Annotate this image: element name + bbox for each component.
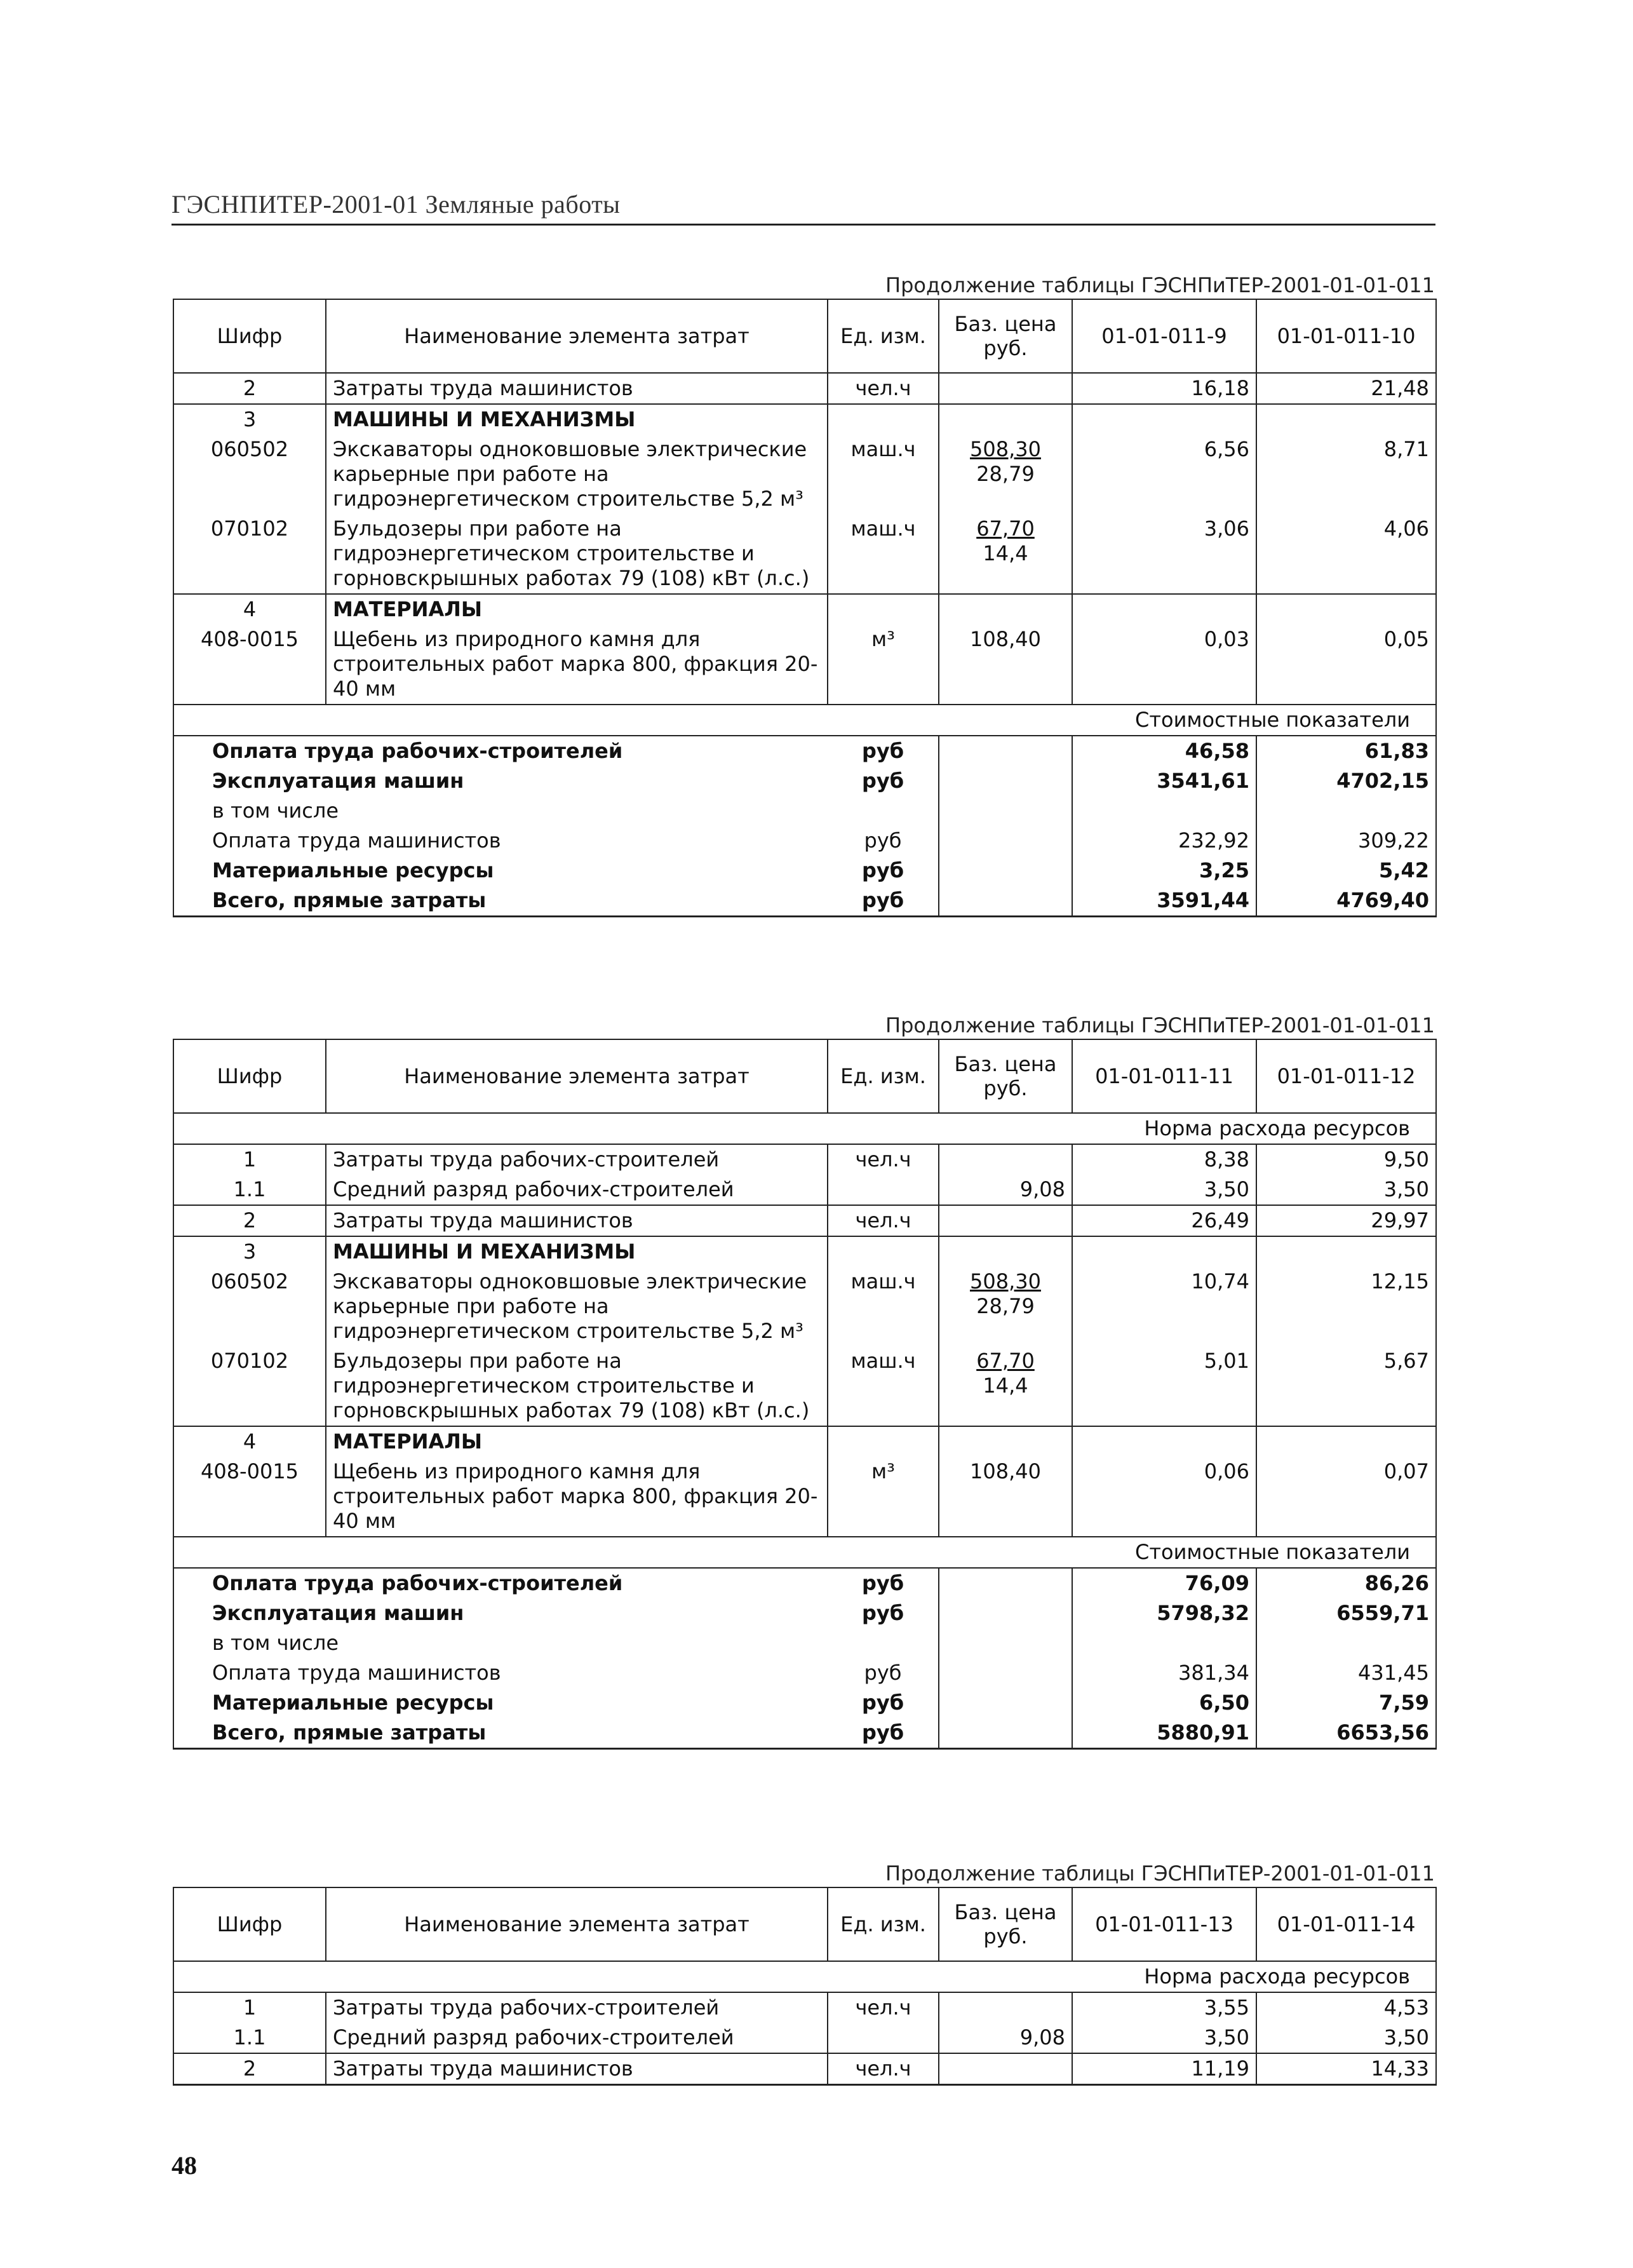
- row-value-b: 3,50: [1256, 2023, 1436, 2053]
- cost-label: в том числе: [173, 796, 828, 826]
- row-name: Экскаваторы одноковшовые электрические карьерные при работе на гидроэнергетическом строительстве 5,2 м³: [326, 1267, 828, 1346]
- row-value-a: 5,01: [1072, 1346, 1256, 1426]
- row-unit: м³: [828, 1457, 939, 1537]
- row-price: [939, 435, 1072, 514]
- row-unit: чел.ч: [828, 373, 939, 404]
- row-code: 4: [173, 594, 326, 624]
- row-unit: чел.ч: [828, 1144, 939, 1175]
- row-value-a: 8,38: [1072, 1144, 1256, 1175]
- cost-row: [173, 1628, 1436, 1658]
- col-header-name: Наименование элемента затрат: [326, 299, 828, 373]
- col-header-a: 01-01-011-13: [1072, 1887, 1256, 1961]
- cost-value-b: 61,83: [1256, 736, 1436, 766]
- row-name: Затраты труда машинистов: [326, 373, 828, 404]
- cost-value-a: 5880,91: [1072, 1718, 1256, 1749]
- row-value-a: 3,55: [1072, 1992, 1256, 2023]
- row-value-b: 29,97: [1256, 1205, 1436, 1236]
- cost-value-b: 431,45: [1256, 1658, 1436, 1688]
- row-price: [939, 1267, 1072, 1346]
- cost-label: Материальные ресурсы: [173, 1688, 828, 1718]
- col-header-price: Баз. цена руб.: [939, 299, 1072, 373]
- price-bottom: 14,4: [983, 541, 1028, 565]
- row-unit: маш.ч: [828, 1346, 939, 1426]
- cost-unit: руб: [828, 1688, 939, 1718]
- row-code: 060502: [173, 1267, 326, 1346]
- resource-table-3: [173, 1887, 1437, 2086]
- cost-label: Всего, прямые затраты: [173, 886, 828, 917]
- row-unit: маш.ч: [828, 1267, 939, 1346]
- col-header-b: 01-01-011-10: [1256, 299, 1436, 373]
- cost-label: Оплата труда рабочих-строителей: [173, 1568, 828, 1598]
- cost-value-a: 76,09: [1072, 1568, 1256, 1598]
- row-code: 2: [173, 373, 326, 404]
- row-name: Средний разряд рабочих-строителей: [326, 1175, 828, 1205]
- row-name: Затраты труда машинистов: [326, 1205, 828, 1236]
- row-value-a: 3,50: [1072, 2023, 1256, 2053]
- table-header-row: [173, 1039, 1436, 1113]
- row-price: 108,40: [939, 1457, 1072, 1537]
- cost-row: [173, 826, 1436, 856]
- cost-label: Материальные ресурсы: [173, 856, 828, 886]
- cost-unit: руб: [828, 826, 939, 856]
- price-top: 67,70: [976, 516, 1035, 541]
- cost-row: [173, 796, 1436, 826]
- col-header-unit: Ед. изм.: [828, 299, 939, 373]
- cost-value-b: 4769,40: [1256, 886, 1436, 917]
- resource-table-1: [173, 299, 1437, 917]
- cost-row: [173, 856, 1436, 886]
- price-bottom: 28,79: [976, 1294, 1035, 1318]
- table-row: [173, 624, 1436, 705]
- table-row: [173, 1144, 1436, 1175]
- row-price: 108,40: [939, 624, 1072, 705]
- row-code: 1.1: [173, 1175, 326, 1205]
- row-value-a: 3,50: [1072, 1175, 1256, 1205]
- price-bottom: 28,79: [976, 462, 1035, 486]
- row-name: Затраты труда рабочих-строителей: [326, 1144, 828, 1175]
- row-name: Затраты труда машинистов: [326, 2053, 828, 2085]
- header-rule: [171, 224, 1435, 226]
- row-unit: чел.ч: [828, 1205, 939, 1236]
- row-code: 1.1: [173, 2023, 326, 2053]
- row-value-b: 8,71: [1256, 435, 1436, 514]
- row-value-b: 12,15: [1256, 1267, 1436, 1346]
- table-header-row: [173, 299, 1436, 373]
- row-code: 408-0015: [173, 624, 326, 705]
- row-name: Экскаваторы одноковшовые электрические карьерные при работе на гидроэнергетическом строительстве 5,2 м³: [326, 435, 828, 514]
- table-row: [173, 1426, 1436, 1457]
- table-caption: Продолжение таблицы ГЭСНПиТЕР-2001-01-01-011: [885, 1013, 1435, 1037]
- row-code: 1: [173, 1992, 326, 2023]
- cost-value-a: 3591,44: [1072, 886, 1256, 917]
- row-value-a: 10,74: [1072, 1267, 1256, 1346]
- cost-row: [173, 886, 1436, 917]
- col-header-a: 01-01-011-9: [1072, 299, 1256, 373]
- row-value-b: 0,07: [1256, 1457, 1436, 1537]
- col-header-code: Шифр: [173, 299, 326, 373]
- col-header-name: Наименование элемента затрат: [326, 1887, 828, 1961]
- row-unit: маш.ч: [828, 514, 939, 594]
- section-title: МАШИНЫ И МЕХАНИЗМЫ: [326, 1236, 828, 1267]
- cost-row: [173, 736, 1436, 766]
- cost-unit: руб: [828, 766, 939, 796]
- cost-label: Оплата труда рабочих-строителей: [173, 736, 828, 766]
- row-value-a: 0,03: [1072, 624, 1256, 705]
- table-row: [173, 1346, 1436, 1426]
- cost-value-b: 6653,56: [1256, 1718, 1436, 1749]
- cost-row: [173, 1688, 1436, 1718]
- row-value-b: 9,50: [1256, 1144, 1436, 1175]
- col-header-b: 01-01-011-14: [1256, 1887, 1436, 1961]
- table-row: [173, 1205, 1436, 1236]
- table-row: [173, 373, 1436, 404]
- row-name: Затраты труда рабочих-строителей: [326, 1992, 828, 2023]
- cost-unit: руб: [828, 1598, 939, 1628]
- cost-value-a: 232,92: [1072, 826, 1256, 856]
- cost-label: в том числе: [173, 1628, 828, 1658]
- price-top: 67,70: [976, 1349, 1035, 1373]
- row-value-a: 0,06: [1072, 1457, 1256, 1537]
- cost-row: [173, 766, 1436, 796]
- page-header: ГЭСНПИТЕР-2001-01 Земляные работы: [171, 190, 621, 219]
- cost-row: [173, 1718, 1436, 1749]
- table-row: [173, 2053, 1436, 2085]
- table-row: [173, 594, 1436, 624]
- table-caption: Продолжение таблицы ГЭСНПиТЕР-2001-01-01-011: [885, 1861, 1435, 1886]
- col-header-code: Шифр: [173, 1887, 326, 1961]
- cost-value-a: 5798,32: [1072, 1598, 1256, 1628]
- row-value-b: 0,05: [1256, 624, 1436, 705]
- table-row: [173, 1175, 1436, 1205]
- cost-value-a: 3,25: [1072, 856, 1256, 886]
- row-value-b: 21,48: [1256, 373, 1436, 404]
- cost-label: Всего, прямые затраты: [173, 1718, 828, 1749]
- cost-row: [173, 1568, 1436, 1598]
- cost-label: Оплата труда машинистов: [173, 1658, 828, 1688]
- section-title: МАТЕРИАЛЫ: [326, 1426, 828, 1457]
- row-price: 9,08: [939, 1175, 1072, 1205]
- table-caption: Продолжение таблицы ГЭСНПиТЕР-2001-01-01-011: [885, 273, 1435, 297]
- row-value-b: 14,33: [1256, 2053, 1436, 2085]
- cost-value-b: 86,26: [1256, 1568, 1436, 1598]
- cost-value-a: 381,34: [1072, 1658, 1256, 1688]
- row-unit: чел.ч: [828, 1992, 939, 2023]
- row-unit: маш.ч: [828, 435, 939, 514]
- cost-unit: руб: [828, 1658, 939, 1688]
- page-number: 48: [171, 2151, 197, 2180]
- row-name: Щебень из природного камня для строительных работ марка 800, фракция 20-40 мм: [326, 624, 828, 705]
- col-header-b: 01-01-011-12: [1256, 1039, 1436, 1113]
- cost-unit: руб: [828, 856, 939, 886]
- row-value-b: 4,53: [1256, 1992, 1436, 2023]
- row-price: 9,08: [939, 2023, 1072, 2053]
- col-header-unit: Ед. изм.: [828, 1039, 939, 1113]
- table-row: [173, 2023, 1436, 2053]
- cost-value-a: 6,50: [1072, 1688, 1256, 1718]
- table-row: [173, 514, 1436, 594]
- row-name: Щебень из природного камня для строительных работ марка 800, фракция 20-40 мм: [326, 1457, 828, 1537]
- row-code: 060502: [173, 435, 326, 514]
- row-name: Бульдозеры при работе на гидроэнергетическом строительстве и горновскрышных работах 79 (108) кВт (л.с.): [326, 514, 828, 594]
- row-value-b: 3,50: [1256, 1175, 1436, 1205]
- row-value-a: 16,18: [1072, 373, 1256, 404]
- row-price: [939, 514, 1072, 594]
- price-bottom: 14,4: [983, 1374, 1028, 1398]
- cost-value-b: 309,22: [1256, 826, 1436, 856]
- col-header-name: Наименование элемента затрат: [326, 1039, 828, 1113]
- table-row: [173, 1992, 1436, 2023]
- row-value-a: 3,06: [1072, 514, 1256, 594]
- row-code: 3: [173, 404, 326, 435]
- row-price: [939, 373, 1072, 404]
- table-row: [173, 1267, 1436, 1346]
- row-code: 070102: [173, 1346, 326, 1426]
- row-code: 408-0015: [173, 1457, 326, 1537]
- row-value-a: 11,19: [1072, 2053, 1256, 2085]
- row-name: Бульдозеры при работе на гидроэнергетическом строительстве и горновскрышных работах 79 (108) кВт (л.с.): [326, 1346, 828, 1426]
- cost-value-b: 7,59: [1256, 1688, 1436, 1718]
- cost-label: Оплата труда машинистов: [173, 826, 828, 856]
- resource-table-2: [173, 1039, 1437, 1750]
- row-code: 2: [173, 1205, 326, 1236]
- row-value-b: 5,67: [1256, 1346, 1436, 1426]
- row-unit: м³: [828, 624, 939, 705]
- cost-header-row: [173, 705, 1436, 736]
- col-header-unit: Ед. изм.: [828, 1887, 939, 1961]
- price-top: 508,30: [970, 437, 1041, 461]
- cost-label: Эксплуатация машин: [173, 1598, 828, 1628]
- norm-header-row: [173, 1113, 1436, 1144]
- norm-header-row: [173, 1961, 1436, 1992]
- row-code: 1: [173, 1144, 326, 1175]
- row-value-a: 6,56: [1072, 435, 1256, 514]
- cost-value-b: 5,42: [1256, 856, 1436, 886]
- table-header-row: [173, 1887, 1436, 1961]
- section-title: МАШИНЫ И МЕХАНИЗМЫ: [326, 404, 828, 435]
- row-code: 4: [173, 1426, 326, 1457]
- norm-header: Норма расхода ресурсов: [173, 1113, 1436, 1144]
- cost-row: [173, 1598, 1436, 1628]
- cost-header: Стоимостные показатели: [173, 705, 1436, 736]
- cost-unit: руб: [828, 1568, 939, 1598]
- col-header-price: Баз. цена руб.: [939, 1887, 1072, 1961]
- row-price: [939, 1346, 1072, 1426]
- row-name: Средний разряд рабочих-строителей: [326, 2023, 828, 2053]
- row-code: 2: [173, 2053, 326, 2085]
- table-row: [173, 1457, 1436, 1537]
- cost-value-b: 6559,71: [1256, 1598, 1436, 1628]
- cost-unit: руб: [828, 886, 939, 917]
- section-title: МАТЕРИАЛЫ: [326, 594, 828, 624]
- table-row: [173, 404, 1436, 435]
- cost-unit: руб: [828, 1718, 939, 1749]
- col-header-price: Баз. цена руб.: [939, 1039, 1072, 1113]
- row-unit: чел.ч: [828, 2053, 939, 2085]
- table-row: [173, 435, 1436, 514]
- row-code: 070102: [173, 514, 326, 594]
- cost-row: [173, 1658, 1436, 1688]
- norm-header: Норма расхода ресурсов: [173, 1961, 1436, 1992]
- cost-header: Стоимостные показатели: [173, 1537, 1436, 1568]
- cost-value-a: 46,58: [1072, 736, 1256, 766]
- col-header-code: Шифр: [173, 1039, 326, 1113]
- cost-header-row: [173, 1537, 1436, 1568]
- table-row: [173, 1236, 1436, 1267]
- row-value-a: 26,49: [1072, 1205, 1256, 1236]
- price-top: 508,30: [970, 1269, 1041, 1293]
- cost-value-b: 4702,15: [1256, 766, 1436, 796]
- cost-unit: руб: [828, 736, 939, 766]
- col-header-a: 01-01-011-11: [1072, 1039, 1256, 1113]
- row-code: 3: [173, 1236, 326, 1267]
- row-value-b: 4,06: [1256, 514, 1436, 594]
- cost-label: Эксплуатация машин: [173, 766, 828, 796]
- cost-value-a: 3541,61: [1072, 766, 1256, 796]
